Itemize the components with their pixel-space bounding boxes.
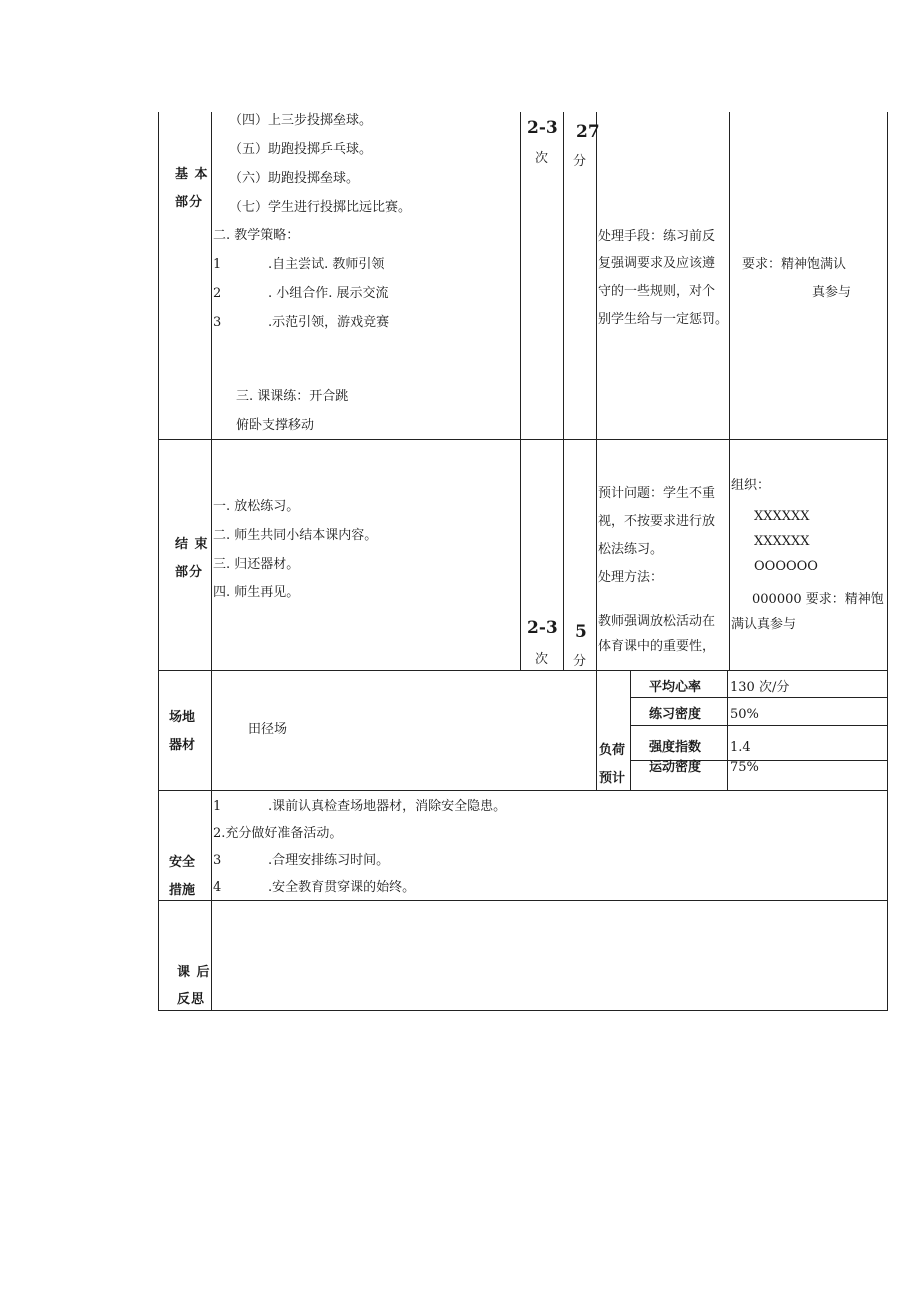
- reps-unit: 次: [535, 151, 549, 166]
- col-divider: [158, 112, 159, 1010]
- section-label-safety: 安全: [169, 855, 196, 870]
- content-line: （六）助跑投掷垒球。: [229, 171, 360, 186]
- metric-name: 平均心率: [649, 680, 702, 695]
- strategy-number: 2: [213, 286, 222, 301]
- organization-row: 000000 要求：精神饱: [752, 592, 884, 607]
- row-divider: [158, 439, 888, 440]
- content-line: 一. 放松练习。: [213, 499, 300, 514]
- safety-text: .课前认真检查场地器材，消除安全隐患。: [268, 799, 507, 814]
- section-label-safety: 措施: [169, 883, 196, 898]
- practice-line: 三. 课课练：开合跳: [236, 389, 349, 404]
- col-divider: [727, 670, 728, 790]
- organization-row: 满认真参与: [731, 617, 797, 632]
- section-label-venue: 器材: [169, 738, 196, 753]
- safety-text: .安全教育贯穿课的始终。: [268, 880, 416, 895]
- load-label: 预计: [599, 771, 626, 786]
- section-label-closing: 结 束: [175, 537, 209, 552]
- section-label-basic: 部分: [175, 195, 204, 210]
- row-divider: [158, 790, 888, 791]
- safety-number: 3: [213, 853, 222, 868]
- minutes-unit: 分: [573, 654, 587, 669]
- metric-value: 1.4: [730, 740, 751, 755]
- load-label: 负荷: [599, 743, 626, 758]
- strategy-text: .示范引领，游戏竞赛: [268, 315, 390, 330]
- reps-unit: 次: [535, 652, 549, 667]
- metric-value: 130 次/分: [730, 680, 790, 695]
- method-line: 松法练习。: [598, 542, 664, 557]
- metric-name: 练习密度: [649, 707, 702, 722]
- organization-row: OOOOOO: [754, 559, 818, 574]
- content-line: （四）上三步投掷垒球。: [229, 113, 373, 128]
- strategy-text: .自主尝试. 教师引领: [268, 257, 385, 272]
- section-label-reflection: 课 后: [177, 965, 211, 980]
- col-divider: [630, 670, 631, 790]
- section-label-closing: 部分: [175, 565, 204, 580]
- col-divider: [596, 670, 597, 790]
- safety-text: 2.充分做好准备活动。: [213, 826, 343, 841]
- strategy-number: 1: [213, 257, 222, 272]
- safety-text: .合理安排练习时间。: [268, 853, 390, 868]
- method-line: 视，不按要求进行放: [598, 514, 716, 529]
- section-label-reflection: 反思: [177, 992, 206, 1007]
- row-divider: [158, 900, 888, 901]
- content-line: （五）助跑投掷乒乓球。: [229, 142, 373, 157]
- method-line: 守的一些规则，对个: [598, 284, 716, 299]
- content-line: 二. 师生共同小结本课内容。: [213, 528, 378, 543]
- reps-value: 2-3: [527, 618, 558, 638]
- practice-line: 俯卧支撑移动: [236, 418, 315, 433]
- row-divider: [158, 670, 888, 671]
- method-line: 别学生给与一定惩罚。: [598, 312, 729, 327]
- section-label-venue: 场地: [169, 710, 196, 725]
- row-divider: [158, 1010, 888, 1011]
- strategy-number: 3: [213, 315, 222, 330]
- method-line: 处理手段：练习前反: [598, 229, 716, 244]
- reps-value: 2-3: [527, 118, 558, 138]
- organization-label: 组织：: [731, 478, 771, 493]
- metric-value: 75%: [730, 760, 759, 775]
- metric-divider: [630, 725, 888, 726]
- content-line: 四. 师生再见。: [213, 585, 300, 600]
- col-divider: [729, 112, 730, 670]
- safety-number: 4: [213, 880, 222, 895]
- venue-value: 田径场: [248, 722, 288, 737]
- organization-row: XXXXXX: [754, 534, 810, 549]
- col-divider: [887, 112, 888, 1010]
- metric-divider: [630, 697, 888, 698]
- metric-value: 50%: [730, 707, 759, 722]
- strategy-text: . 小组合作. 展示交流: [268, 286, 389, 301]
- content-line: 二. 教学策略：: [213, 228, 300, 243]
- content-line: 三. 归还器材。: [213, 557, 300, 572]
- method-line: 体育课中的重要性，: [598, 639, 716, 654]
- organization-row: XXXXXX: [754, 509, 810, 524]
- requirement-line: 要求：精神饱满认: [742, 257, 847, 272]
- minutes-value: 5: [575, 622, 587, 642]
- metric-name: 强度指数: [649, 740, 702, 755]
- col-divider: [211, 112, 212, 1010]
- method-line: 预计问题：学生不重: [598, 486, 716, 501]
- minutes-unit: 分: [573, 154, 587, 169]
- requirement-line: 真参与: [812, 285, 852, 300]
- safety-number: 1: [213, 799, 222, 814]
- content-line: （七）学生进行投掷比远比赛。: [229, 200, 412, 215]
- section-label-basic: 基 本: [175, 167, 209, 182]
- method-line: 复强调要求及应该遵: [598, 256, 716, 271]
- col-divider: [563, 112, 564, 670]
- col-divider: [596, 112, 597, 670]
- metric-name: 运动密度: [649, 760, 702, 775]
- method-line: 教师强调放松活动在: [598, 614, 716, 629]
- method-line: 处理方法：: [598, 570, 664, 585]
- minutes-value: 27: [576, 122, 600, 142]
- col-divider: [520, 112, 521, 670]
